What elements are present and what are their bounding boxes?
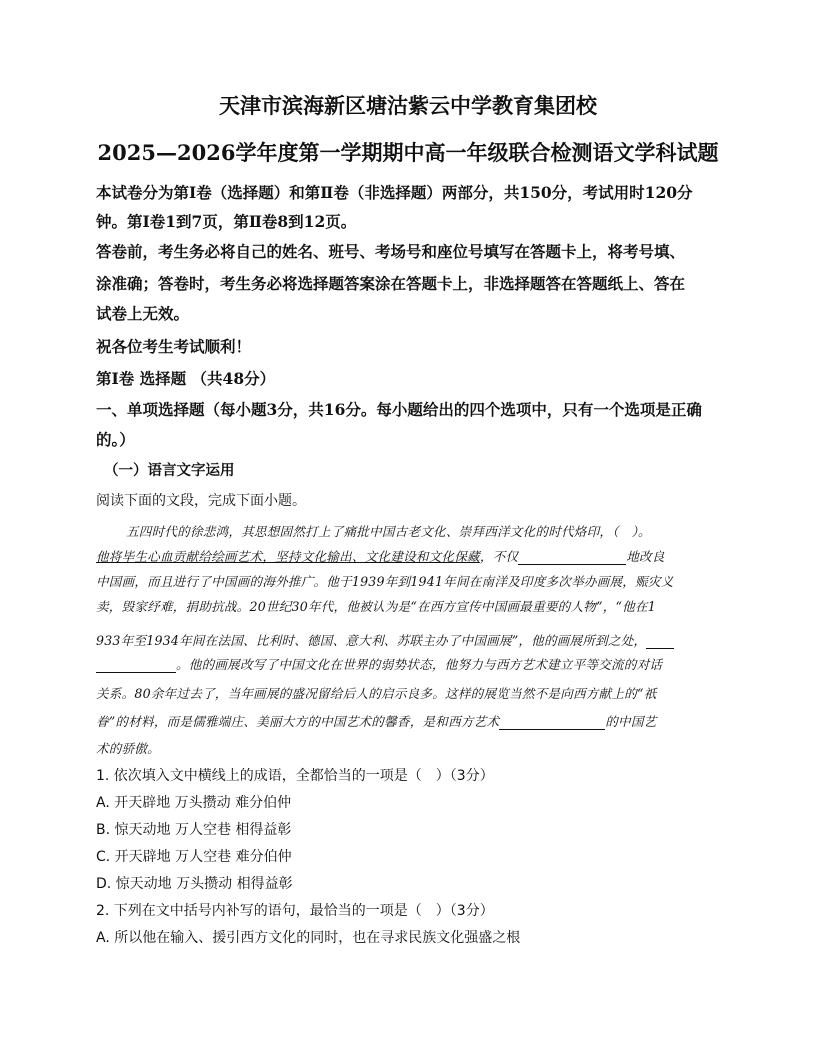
passage-line-4: 卖，毁家纾难，捐助抗战。20世纪30年代，他被认为是“在西方宣传中国画最重要的人物”，“他在1 [96, 599, 656, 614]
passage-line-3: 中国画，而且进行了中国画的海外推广。他于1939年到1941年间在南洋及印度多次举办画展，赈灾义 [96, 574, 674, 589]
blank-1 [518, 550, 626, 565]
instruction-line-4: 涂准确；答卷时，考生务必将选择题答案涂在答题卡上，非选择题答在答题纸上、答在 [96, 274, 686, 293]
passage-line-2: 他将毕生心血贡献给绘画艺术，坚持文化输出、文化建设和文化保藏，不仅 地改良 [96, 549, 665, 564]
passage-line-7: 关系。80余年过去了，当年画展的盛况留给后人的启示良多。这样的展览当然不是向西方献上的“祇 [96, 686, 657, 701]
reading-instruction: 阅读下面的文段，完成下面小题。 [96, 493, 306, 509]
passage-line-5: 933年至1934年间在法国、比利时、德国、意大利、苏联主办了中国画展”，他的画展所到之处， [96, 630, 720, 649]
question-1-stem: 1. 依次填入文中横线上的成语，全都恰当的一项是（ ）（3分） [96, 768, 494, 784]
blank-3 [499, 715, 605, 730]
question-1-option-b[interactable]: B. 惊天动地 万人空巷 相得益彰 [96, 822, 292, 838]
subsection-heading: （一）语言文字运用 [104, 462, 235, 479]
question-2-stem: 2. 下列在文中括号内补写的语句，最恰当的一项是（ ）（3分） [96, 903, 494, 919]
instruction-line-2: 钟。第Ⅰ卷1到7页，第Ⅱ卷8到12页。 [96, 212, 357, 231]
school-name: 天津市滨海新区塘沽紫云中学教育集团校 [219, 93, 597, 118]
passage-line-8: 眷”的材料，而是儒雅端庄、美丽大方的中国艺术的馨香，是和西方艺术 的中国艺 [96, 714, 657, 729]
passage-line-1: 五四时代的徐悲鸿，其思想固然打上了痛批中国古老文化、崇拜西洋文化的时代烙印，（ ）。 [126, 524, 651, 539]
question-1-option-a[interactable]: A. 开天辟地 万头攒动 难分伯仲 [96, 795, 292, 811]
instruction-line-3: 答卷前，考生务必将自己的姓名、班号、考场号和座位号填写在答题卡上，将考号填、 [96, 242, 686, 261]
passage-line-9: 术的骄傲。 [96, 741, 160, 756]
underlined-sentence: 他将毕生心血贡献给绘画艺术，坚持文化输出、文化建设和文化保藏 [96, 549, 480, 564]
blank-2-end [96, 658, 176, 673]
passage-line-6: 。他的画展改写了中国文化在世界的弱势状态，他努力与西方艺术建立平等交流的对话 [96, 654, 720, 673]
question-2-option-a[interactable]: A. 所以他在输入、援引西方文化的同时，也在寻求民族文化强盛之根 [96, 930, 521, 946]
section-heading: 第Ⅰ卷 选择题 （共48分） [96, 369, 276, 388]
instruction-line-1: 本试卷分为第Ⅰ卷（选择题）和第Ⅱ卷（非选择题）两部分，共150分，考试用时120分 [96, 183, 693, 202]
question-1-option-c[interactable]: C. 开天辟地 万人空巷 难分伯仲 [96, 849, 292, 865]
part-heading-line-2: 的。） [96, 430, 135, 449]
blank-2-start [646, 634, 674, 649]
part-heading-line-1: 一、单项选择题（每小题3分，共16分。每小题给出的四个选项中，只有一个选项是正确 [96, 400, 702, 419]
good-luck-line: 祝各位考生考试顺利！ [96, 337, 252, 356]
exam-title: 2025—2026学年度第一学期期中高一年级联合检测语文学科试题 [97, 140, 719, 165]
instruction-line-5: 试卷上无效。 [96, 304, 190, 323]
question-1-option-d[interactable]: D. 惊天动地 万头攒动 相得益彰 [96, 876, 293, 892]
